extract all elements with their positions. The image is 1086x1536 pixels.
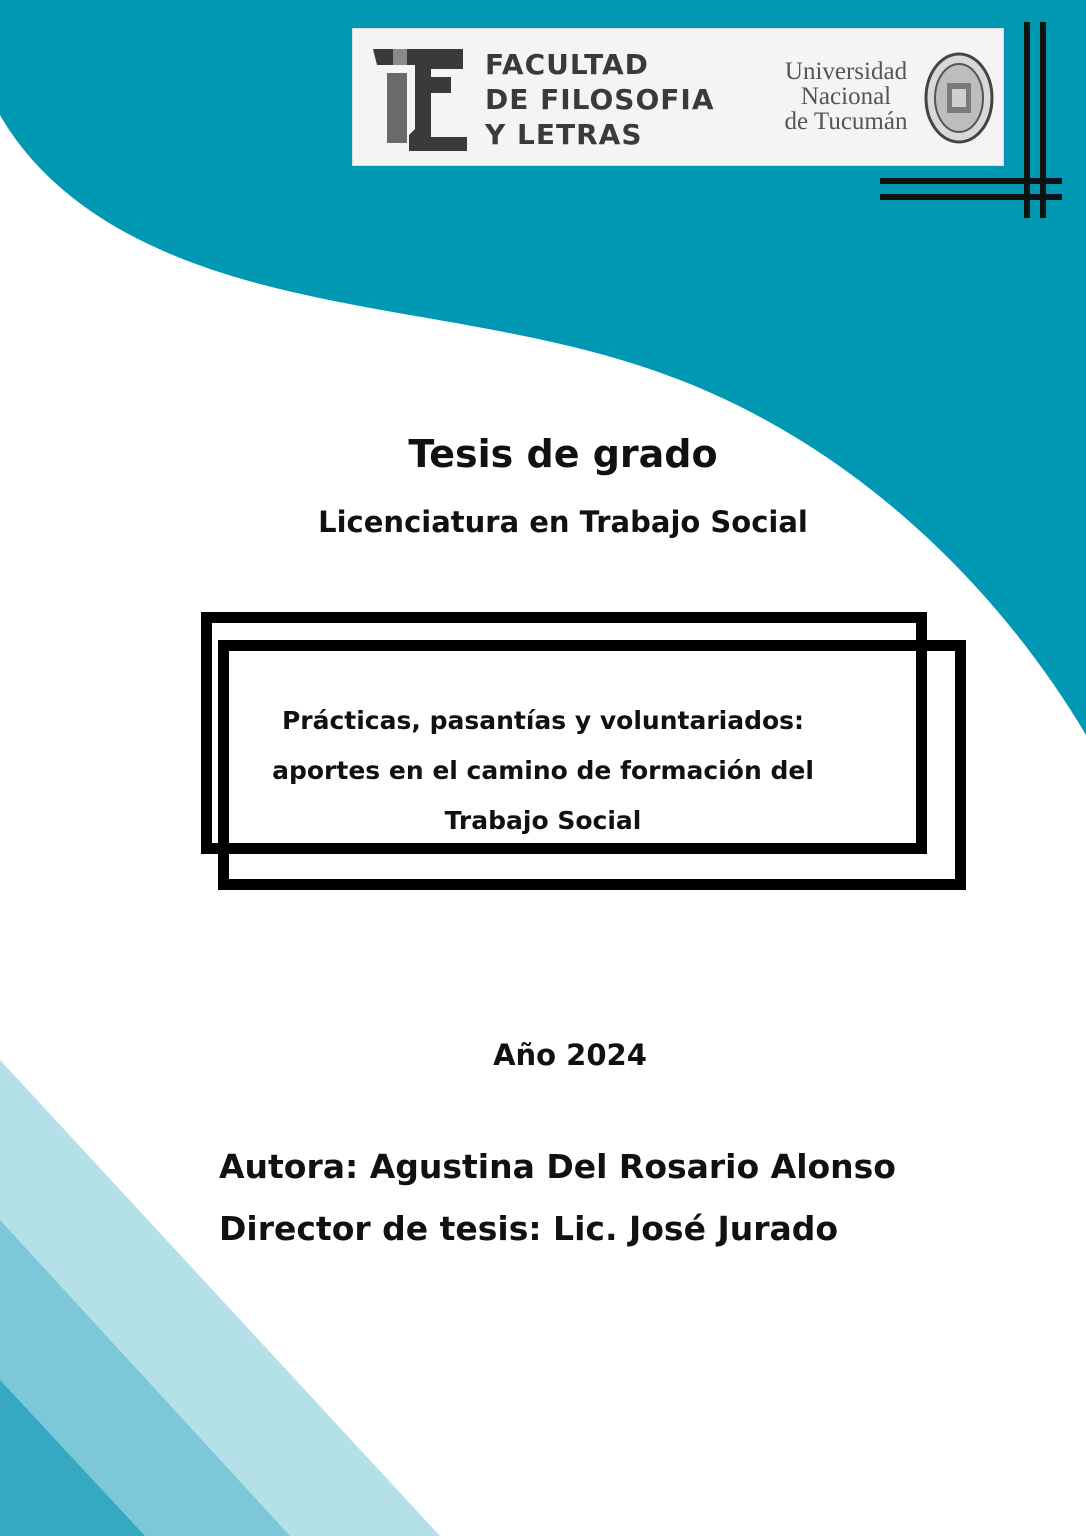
university-name: [771, 59, 921, 134]
faculty-line-2: DE FILOSOFIA: [485, 83, 715, 116]
faculty-line-1: FACULTAD: [485, 48, 649, 81]
credits-block: [219, 1136, 896, 1260]
thesis-title-line-2: aportes en el camino de formación del: [272, 756, 814, 785]
university-seal-icon: [923, 51, 995, 145]
degree-subtitle: Licenciatura en Trabajo Social: [318, 505, 808, 539]
faculty-name: [485, 47, 715, 152]
university-line-3: de Tucumán: [784, 108, 908, 135]
year-label: Año 2024: [493, 1038, 647, 1072]
author-line: Autora: Agustina Del Rosario Alonso: [219, 1147, 896, 1186]
faculty-line-3: Y LETRAS: [485, 118, 643, 151]
fl-monogram-icon: [367, 43, 477, 155]
faculty-logo-banner: [352, 28, 1004, 166]
document-title: Tesis de grado: [408, 432, 718, 476]
university-line-2: Nacional: [800, 83, 892, 110]
thesis-title: [248, 696, 838, 846]
university-line-1: Universidad: [784, 58, 908, 85]
thesis-title-line-1: Prácticas, pasantías y voluntariados:: [281, 706, 805, 735]
director-line: Director de tesis: Lic. José Jurado: [219, 1209, 839, 1248]
thesis-title-line-3: Trabajo Social: [444, 806, 642, 835]
